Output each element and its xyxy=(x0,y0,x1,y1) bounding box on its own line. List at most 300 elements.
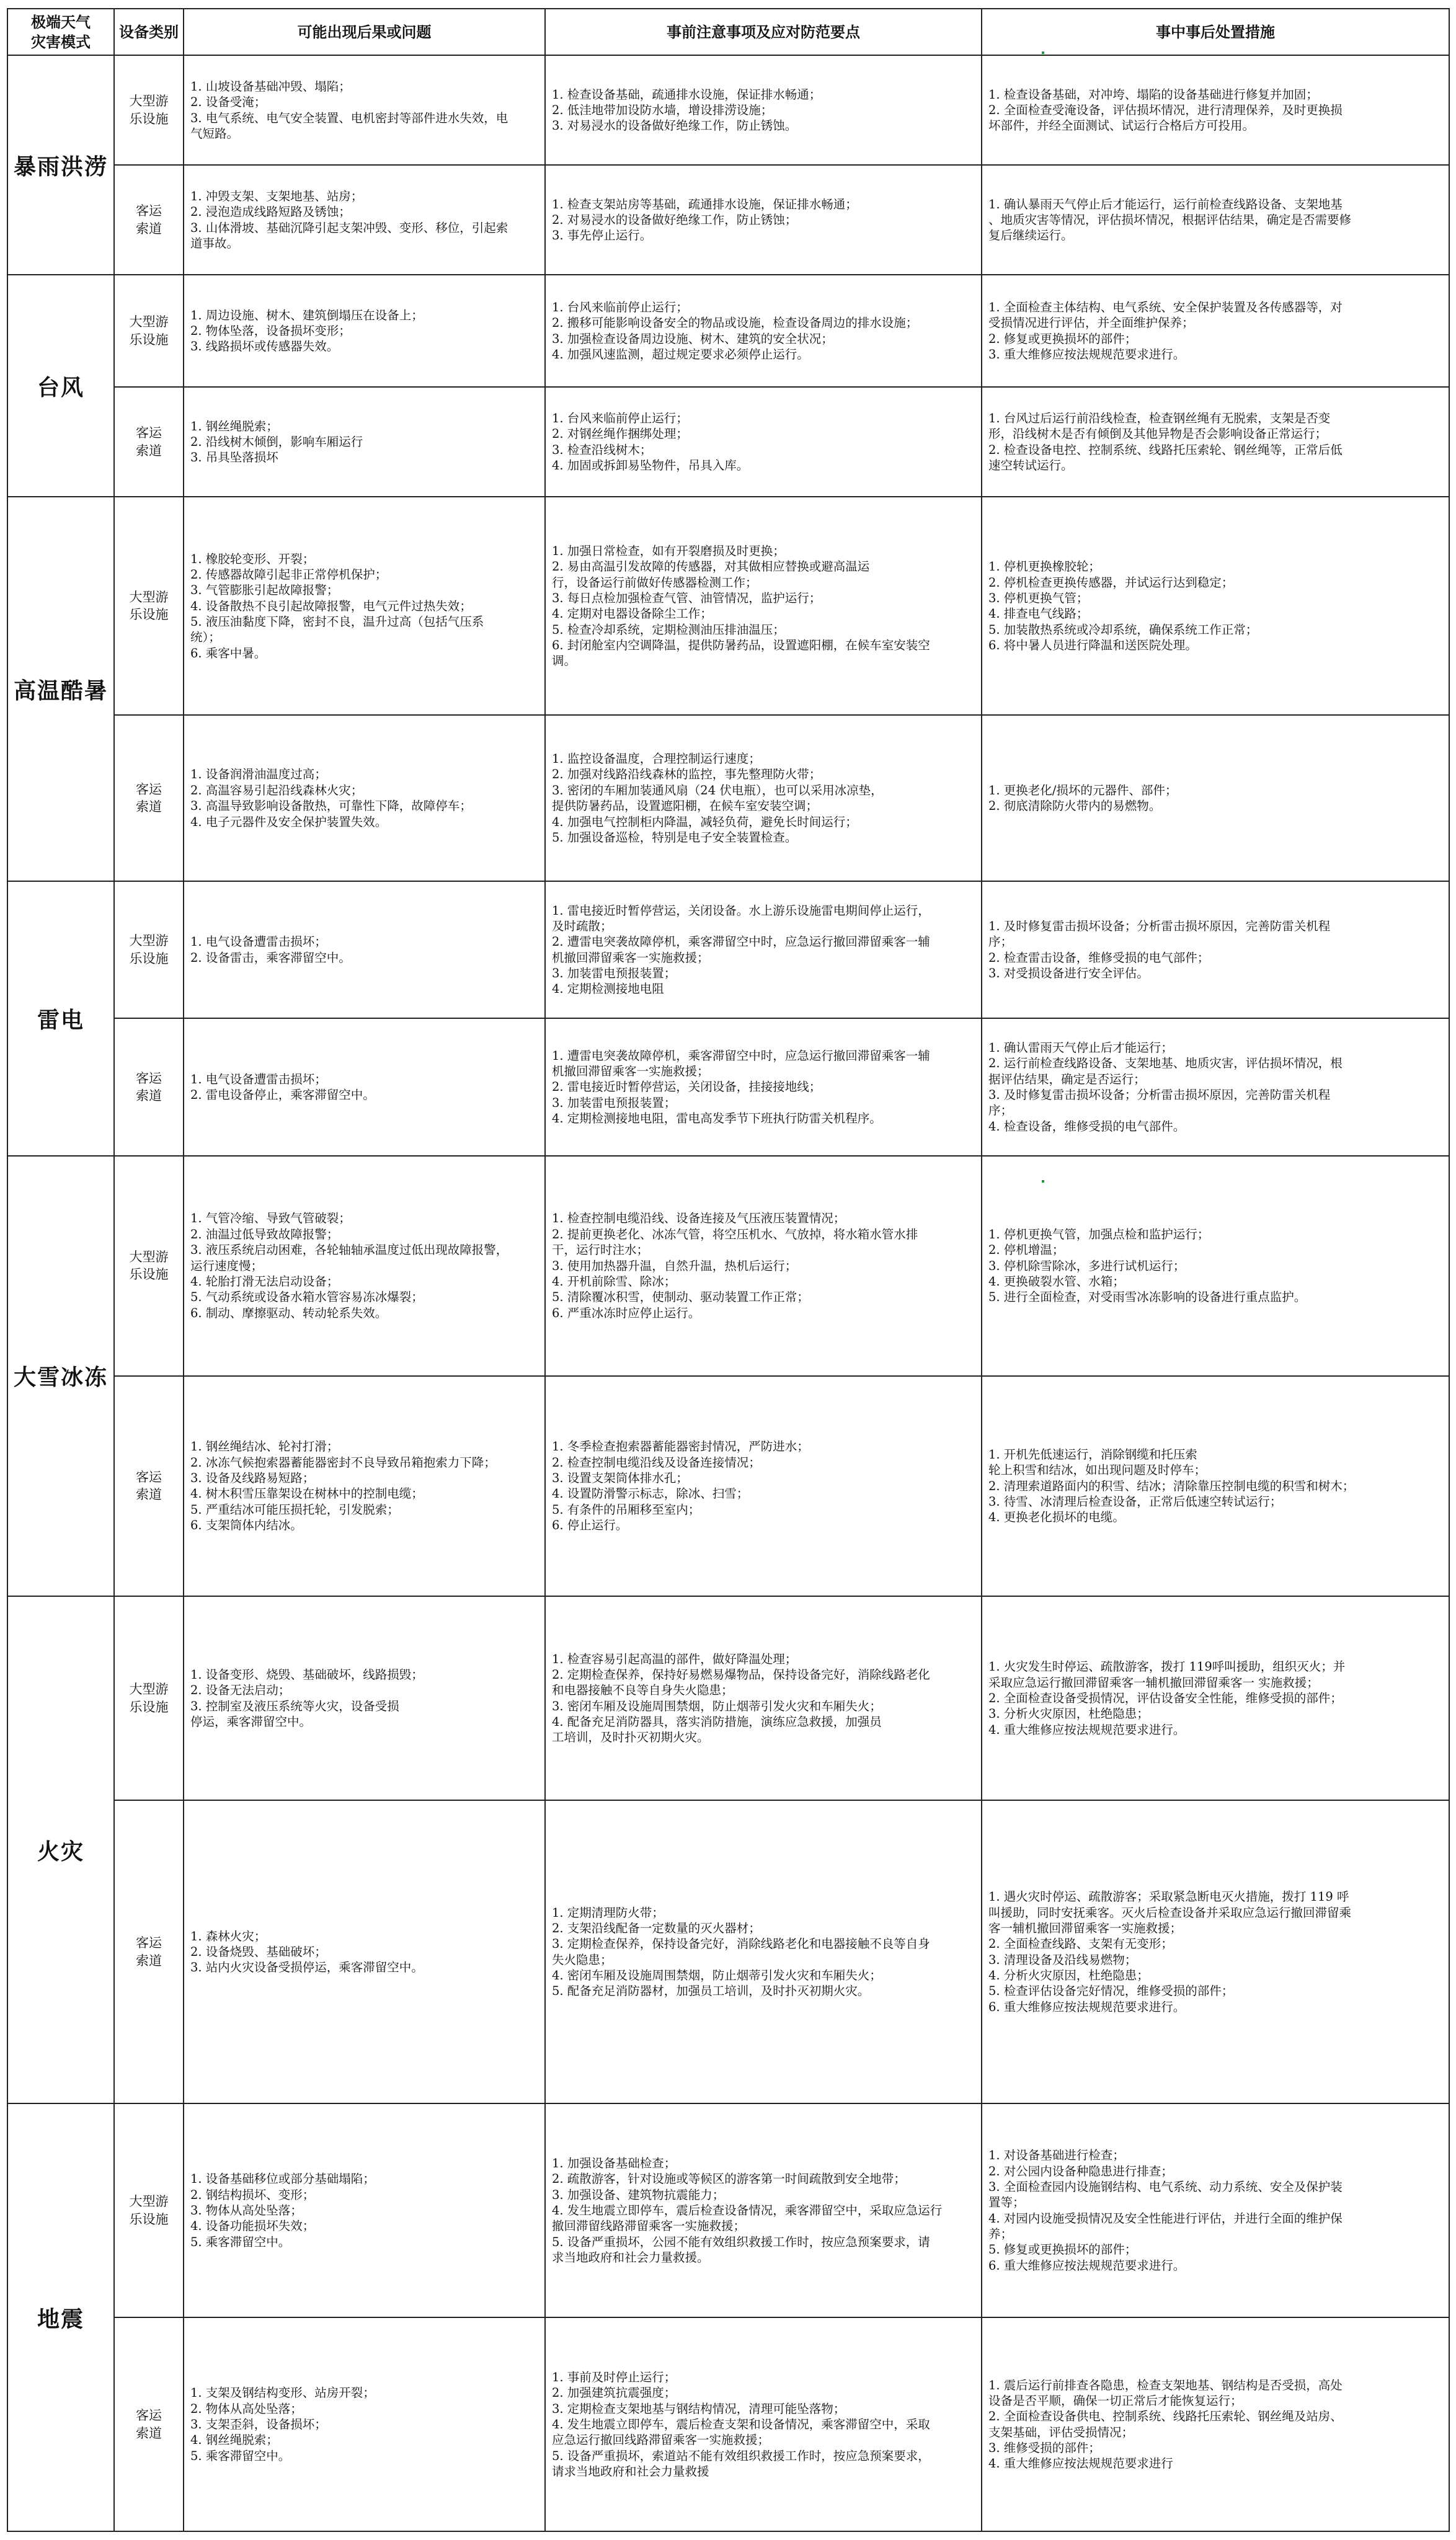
cell-text-line: 道事故。 xyxy=(190,236,239,251)
table-body xyxy=(7,55,1449,2531)
cell-text-line: 气短路。 xyxy=(190,126,239,141)
cell-text-line: 6. 重大维修应按法规规范要求进行。 xyxy=(988,1999,1186,2014)
cell-text-line: 3. 使用加热器升温，自然升温，热机后运行； xyxy=(552,1258,797,1273)
cell-text-line: 3. 对易浸水的设备做好绝缘工作，防止锈蚀。 xyxy=(552,118,797,133)
cell-text-line: 3. 事先停止运行。 xyxy=(552,228,652,243)
cell-text-line: 3. 吊具坠落损坏 xyxy=(190,450,278,465)
disaster-mode-cell: 雷电 xyxy=(7,881,114,1156)
cell-text-line: 1. 橡胶轮变形、开裂； xyxy=(190,551,315,566)
cell-text-line: 3. 维修受损的部件； xyxy=(988,2440,1101,2455)
cell-text-line: 采取应急运行撤回滞留乘客一辅机撤回滞留乘客一 实施救援； xyxy=(988,1675,1319,1690)
cell-text-line: 2. 冰冻气候抱索器蓄能器密封不良导致吊箱抱索力下降； xyxy=(190,1455,496,1470)
cell-text-line: 机撤回滞留乘客一实施救援； xyxy=(552,1064,709,1078)
response-cell xyxy=(982,55,1449,165)
cell-text-line: 4. 密闭车厢及设施周围禁烟，防止烟蒂引发火灾和车厢失火； xyxy=(552,1968,882,1983)
cell-text-line: 2. 全面检查线路、支架有无变形； xyxy=(988,1937,1173,1952)
cell-text-line: 应急运行撤回线路滞留乘客一实施救援； xyxy=(552,2433,770,2448)
response-cell xyxy=(982,2317,1449,2531)
cell-text-line: 5. 配备充足消防器材，加强员工培训，及时扑灭初期火灾。 xyxy=(552,1984,870,1999)
cell-text-line: 坏部件，并经全面测试、试运行合格后方可投用。 xyxy=(988,118,1255,133)
cell-text-line: 干，运行时注水； xyxy=(552,1243,649,1258)
cell-text-line: 3. 停机更换气管； xyxy=(988,590,1089,605)
cell-text-line: 5. 严重结冰可能压损托轮，引发脱索； xyxy=(190,1502,399,1517)
cell-text-line: 4. 发生地震立即停车，震后检查支架和设备情况，乘客滞留空中，采取 xyxy=(552,2417,930,2431)
equipment-category-text: 客运 索道 xyxy=(136,781,162,815)
table-row xyxy=(7,2103,1449,2317)
disaster-mode-cell: 暴雨洪涝 xyxy=(7,55,114,275)
consequences-cell xyxy=(184,497,545,715)
cell-text-line: 失火隐患； xyxy=(552,1952,613,1967)
cell-text-line: 3. 加装雷电预报装置； xyxy=(552,1095,677,1110)
prevention-cell xyxy=(545,2317,982,2531)
cell-text-line: 1. 雷电接近时暂停营运，关闭设备。水上游乐设施雷电期间停止运行， xyxy=(552,903,930,918)
cell-text-line: 据评估结果，确定是否运行； xyxy=(988,1072,1146,1086)
cell-text-line: 轮上积雪和结冰，如出现问题及时停车； xyxy=(988,1463,1207,1478)
cell-text-line: 形，沿线树木是否有倾倒及其他异物是否会影响设备正常运行； xyxy=(988,427,1328,442)
cell-text-line: 3. 加装雷电预报装置； xyxy=(552,966,677,980)
consequences-cell xyxy=(184,275,545,387)
cell-text-line: 4. 定期检测接地电阻，雷电高发季节下班执行防雷关机程序。 xyxy=(552,1111,882,1126)
cell-text-line: 1. 检查支架站房等基础，疏通排水设施，保证排水畅通； xyxy=(552,197,858,211)
consequences-cell xyxy=(184,1596,545,1800)
cell-text-line: 2. 疏散游客，针对设施或等候区的游客第一时间疏散到安全地带； xyxy=(552,2172,906,2187)
cell-text-line: 养； xyxy=(988,2226,1013,2241)
cell-text-line: 撤回滞留线路滞留乘客一实施救援； xyxy=(552,2219,746,2234)
cell-text-line: 6. 重大维修应按法规规范要求进行。 xyxy=(988,2258,1186,2273)
cell-text-line: 客一辅机撤回滞留乘客一实施救援； xyxy=(988,1921,1183,1936)
table-row xyxy=(7,1800,1449,2103)
cell-text-line: 6. 制动、摩擦驱动、转动轮系失效。 xyxy=(190,1305,388,1320)
cell-text-line: 3. 物体从高处坠落； xyxy=(190,2203,303,2218)
consequences-cell xyxy=(184,55,545,165)
equipment-category-cell xyxy=(114,2103,184,2317)
cell-text-line: 请求当地政府和社会力量救援 xyxy=(552,2464,709,2479)
cell-text-line: 2. 易由高温引发故障的传感器，对其做相应替换或避高温运 xyxy=(552,559,870,574)
prevention-cell xyxy=(545,1800,982,2103)
cell-text-line: 序； xyxy=(988,935,1013,949)
equipment-category-text: 客运 索道 xyxy=(136,425,162,458)
cell-text-line: 6. 封闭舱室内空调降温，提供防暑药品，设置遮阳棚，在候车室安装空 xyxy=(552,638,930,653)
equipment-category-text: 大型游 乐设施 xyxy=(129,589,169,623)
consequences-cell xyxy=(184,1156,545,1376)
cell-text-line: 3. 对受损设备进行安全评估。 xyxy=(988,966,1149,980)
cell-text-line: 调。 xyxy=(552,654,577,668)
equipment-category-text: 大型游 乐设施 xyxy=(129,933,169,966)
consequences-cell xyxy=(184,2103,545,2317)
header-consequences: 可能出现后果或问题 xyxy=(184,9,545,55)
cell-text-line: 2. 雷电接近时暂停营运，关闭设备，挂接接地线； xyxy=(552,1080,822,1095)
response-cell xyxy=(982,275,1449,387)
cell-text-line: 6. 支架筒体内结冰。 xyxy=(190,1518,303,1532)
cell-text-line: 1. 山坡设备基础冲毁、塌陷； xyxy=(190,79,351,94)
equipment-category-cell xyxy=(114,1156,184,1376)
cell-text-line: 3. 及时修复雷击损坏设备；分析雷击损坏原因，完善防雷关机程 xyxy=(988,1087,1331,1102)
cell-text-line: 1. 停机更换橡胶轮； xyxy=(988,559,1101,574)
cell-text-line: 2. 停机增温； xyxy=(988,1243,1065,1258)
cell-text-line: 3. 电气系统、电气安全装置、电机密封等部件进水失效，电 xyxy=(190,110,508,125)
cell-text-line: 3. 气管膨胀引起故障报警； xyxy=(190,583,339,598)
cell-text-line: 1. 冬季检查抱索器蓄能器密封情况，严防进水； xyxy=(552,1439,809,1454)
cell-text-line: 2. 传感器故障引起非正常停机保护； xyxy=(190,567,388,582)
prevention-cell xyxy=(545,497,982,715)
cell-text-line: 1. 遇火灾时停运、疏散游客；采取紧急断电灭火措施，拨打 119 呼 xyxy=(988,1889,1349,1904)
cell-text-line: 4. 更换老化损坏的电缆。 xyxy=(988,1510,1125,1525)
cell-text-line: 置等； xyxy=(988,2195,1025,2210)
prevention-cell xyxy=(545,387,982,497)
equipment-category-cell xyxy=(114,1800,184,2103)
cell-text-line: 1. 气管冷缩、导致气管破裂； xyxy=(190,1211,351,1226)
cell-text-line: 6. 将中暑人员进行降温和送医院处理。 xyxy=(988,638,1197,653)
equipment-category-text: 客运 索道 xyxy=(136,1469,162,1503)
cell-text-line: 1. 钢丝绳结冰、轮衬打滑； xyxy=(190,1439,339,1454)
cell-text-line: 1. 电气设备遭雷击损坏； xyxy=(190,1072,327,1086)
cell-text-line: 5. 乘客滞留空中。 xyxy=(190,2448,291,2463)
cell-text-line: 速空转试运行。 xyxy=(988,458,1073,473)
equipment-category-text: 客运 索道 xyxy=(136,2408,162,2441)
cell-text-line: 2. 沿线树木倾倒，影响车厢运行 xyxy=(190,435,363,450)
cell-text-line: 3. 重大维修应按法规规范要求进行。 xyxy=(988,347,1186,362)
cell-text-line: 1. 对设备基础进行检查； xyxy=(988,2148,1125,2163)
table-row xyxy=(7,55,1449,165)
cell-text-line: 及时疏散； xyxy=(552,918,613,933)
cell-text-line: 2. 物体从高处坠落； xyxy=(190,2401,303,2416)
equipment-category-cell xyxy=(114,55,184,165)
cell-text-line: 2. 全面检查设备供电、控制系统、线路托压索轮、钢丝绳及站房、 xyxy=(988,2409,1343,2424)
cell-text-line: 2. 定期检查保养，保持好易燃易爆物品，保持设备完好，消除线路老化 xyxy=(552,1667,930,1682)
cell-text-line: 受损情况进行评估，并全面维护保养； xyxy=(988,316,1194,331)
cell-text-line: 2. 检查控制电缆沿线及设备连接情况； xyxy=(552,1455,761,1470)
cell-text-line: 1. 电气设备遭雷击损坏； xyxy=(190,935,327,949)
cell-text-line: 5. 检查评估设备完好情况，维修受损的部件； xyxy=(988,1984,1234,1999)
table-row xyxy=(7,2317,1449,2531)
cell-text-line: 1. 确认雷雨天气停止后才能运行； xyxy=(988,1040,1173,1055)
cell-text-line: 3. 每日点检加强检查气管、油管情况，监护运行； xyxy=(552,590,822,605)
cell-text-line: 4. 检查设备，维修受损的电气部件。 xyxy=(988,1119,1186,1134)
disaster-mode-cell: 台风 xyxy=(7,275,114,497)
cell-text-line: 行，设备运行前做好传感器检测工作； xyxy=(552,575,758,590)
cell-text-line: 2. 低洼地带加设防水墙，增设排涝设施； xyxy=(552,102,773,117)
table-row xyxy=(7,1018,1449,1155)
cell-text-line: 提供防暑药品，设置遮阳棚，在候车室安装空调； xyxy=(552,799,819,814)
equipment-category-cell xyxy=(114,387,184,497)
cell-text-line: 和电器接触不良等自身失火隐患； xyxy=(552,1683,734,1698)
consequences-cell xyxy=(184,2317,545,2531)
cell-text-line: 3. 液压系统启动困难，各轮轴轴承温度过低出现故障报警， xyxy=(190,1243,508,1258)
cell-text-line: 1. 事前及时停止运行； xyxy=(552,2369,677,2384)
disaster-mode-cell: 火灾 xyxy=(7,1596,114,2103)
equipment-category-text: 大型游 乐设施 xyxy=(129,94,169,127)
table-header-row xyxy=(7,9,1449,55)
equipment-category-cell xyxy=(114,165,184,275)
response-cell xyxy=(982,1800,1449,2103)
cell-text-line: 求当地政府和社会力量救援。 xyxy=(552,2250,709,2265)
cell-text-line: 1. 检查设备基础，疏通排水设施，保证排水畅通； xyxy=(552,87,822,102)
table-row xyxy=(7,275,1449,387)
response-cell xyxy=(982,1596,1449,1800)
equipment-category-cell xyxy=(114,497,184,715)
cell-text-line: 5. 设备严重损坏，公园不能有效组织救援工作时，按应急预案要求，请 xyxy=(552,2234,930,2249)
cell-text-line: 1. 全面检查主体结构、电气系统、安全保护装置及各传感器等，对 xyxy=(988,300,1343,314)
equipment-category-text: 客运 索道 xyxy=(136,203,162,236)
consequences-cell xyxy=(184,1018,545,1155)
cell-text-line: 2. 遭雷电突袭故障停机，乘客滞留空中时，应急运行撤回滞留乘客一辅 xyxy=(552,935,930,949)
cell-text-line: 1. 遭雷电突袭故障停机，乘客滞留空中时，应急运行撤回滞留乘客一辅 xyxy=(552,1048,930,1063)
cell-text-line: 1. 台风来临前停止运行； xyxy=(552,300,688,314)
consequences-cell xyxy=(184,1376,545,1596)
equipment-category-text: 大型游 乐设施 xyxy=(129,2194,169,2227)
consequences-cell xyxy=(184,715,545,881)
cell-text-line: 1. 设备变形、烧毁、基础破坏，线路损毁； xyxy=(190,1667,424,1682)
cell-text-line: 4. 重大维修应按法规规范要求进行。 xyxy=(988,1722,1186,1737)
header-prevention: 事前注意事项及应对防范要点 xyxy=(545,9,982,55)
cell-text-line: 复后继续运行。 xyxy=(988,228,1073,243)
cell-text-line: 2. 设备无法启动； xyxy=(190,1683,291,1698)
equipment-category-text: 客运 索道 xyxy=(136,1935,162,1968)
cell-text-line: 2. 设备受淹； xyxy=(190,95,267,110)
cell-text-line: 3. 线路损坏或传感器失效。 xyxy=(190,339,339,354)
cell-text-line: 3. 分析火灾原因，杜绝隐患； xyxy=(988,1707,1149,1721)
cell-text-line: 2. 高温容易引起沿线森林火灾； xyxy=(190,783,363,797)
cell-text-line: 2. 浸泡造成线路短路及锈蚀； xyxy=(190,205,351,220)
cell-text-line: 1. 钢丝绳脱索； xyxy=(190,419,278,433)
header-col1-text: 极端天气 灾害模式 xyxy=(31,13,91,51)
cell-text-line: 3. 山体滑坡、基础沉降引起支架冲毁、变形、移位，引起索 xyxy=(190,220,508,235)
cell-text-line: 1. 停机更换气管，加强点检和监护运行； xyxy=(988,1227,1210,1241)
cell-text-line: 2. 设备烧毁、基础破坏； xyxy=(190,1945,327,1960)
cell-text-line: 2. 对钢丝绳作捆绑处理； xyxy=(552,427,688,442)
cell-text-line: 1. 加强设备基础检查； xyxy=(552,2156,677,2170)
cell-text-line: 2. 钢结构损坏、变形； xyxy=(190,2187,315,2202)
cell-text-line: 1. 设备基础移位或部分基础塌陷； xyxy=(190,2172,375,2187)
cell-text-line: 3. 定期检查保养，保持设备完好，消除线路老化和电器接触不良等自身 xyxy=(552,1937,930,1952)
cell-text-line: 1. 冲毁支架、支架地基、站房； xyxy=(190,189,363,203)
response-cell xyxy=(982,497,1449,715)
prevention-cell xyxy=(545,715,982,881)
cell-text-line: 4. 加固或拆卸易坠物件，吊具入库。 xyxy=(552,458,749,473)
cell-text-line: 5. 清除覆冰积雪，使制动、驱动装置工作正常； xyxy=(552,1290,809,1305)
cell-text-line: 叫援助，同时安抚乘客。灭火后检查设备并采取应急运行撤回滞留乘 xyxy=(988,1905,1352,1920)
cell-text-line: 4. 设备功能损坏失效； xyxy=(190,2219,315,2234)
cell-text-line: 1. 加强日常检查，如有开裂磨损及时更换； xyxy=(552,543,785,558)
cell-text-line: 2. 油温过低导致故障报警； xyxy=(190,1227,339,1241)
equipment-category-text: 客运 索道 xyxy=(136,1070,162,1103)
cell-text-line: 4. 分析火灾原因，杜绝隐患； xyxy=(988,1968,1149,1983)
cell-text-line: 3. 加强检查设备周边设施、树木、建筑的安全状况； xyxy=(552,331,833,346)
cell-text-line: 2. 彻底清除防火带内的易燃物。 xyxy=(988,799,1161,814)
cell-text-line: 2. 搬移可能影响设备安全的物品或设施，检查设备周边的排水设施； xyxy=(552,316,918,331)
cell-text-line: 4. 开机前除雪、除冰； xyxy=(552,1274,677,1289)
cell-text-line: 3. 控制室及液压系统等火灾，设备受损 xyxy=(190,1699,399,1713)
cell-text-line: 5. 加强设备巡检，特别是电子安全装置检查。 xyxy=(552,830,797,845)
cell-text-line: 5. 气动系统或设备水箱水管容易冻冰爆裂； xyxy=(190,1290,424,1305)
cell-text-line: 5. 修复或更换损坏的部件； xyxy=(988,2242,1137,2257)
cell-text-line: 3. 站内火灾设备受损停运，乘客滞留空中。 xyxy=(190,1960,424,1975)
cell-text-line: 2. 物体坠落，设备损坏变形； xyxy=(190,324,351,338)
cell-text-line: 4. 设备散热不良引起故障报警，电气元件过热失效； xyxy=(190,598,472,613)
prevention-cell xyxy=(545,1376,982,1596)
header-response: 事中事后处置措施 xyxy=(982,9,1449,55)
cell-text-line: 3. 设置支架筒体排水孔； xyxy=(552,1470,688,1485)
cell-text-line: 设备是否平顺，确保一切正常后才能恢复运行； xyxy=(988,2393,1243,2408)
equipment-category-text: 大型游 乐设施 xyxy=(129,314,169,347)
equipment-category-cell xyxy=(114,275,184,387)
prevention-cell xyxy=(545,2103,982,2317)
equipment-category-cell xyxy=(114,1596,184,1800)
cell-text-line: 2. 运行前检查线路设备、支架地基、地质灾害，评估损坏情况，根 xyxy=(988,1056,1343,1071)
cell-text-line: 2. 检查雷击设备，维修受损的电气部件； xyxy=(988,950,1210,965)
response-cell xyxy=(982,165,1449,275)
cell-text-line: 1. 监控设备温度，合理控制运行速度； xyxy=(552,752,761,766)
consequences-cell xyxy=(184,387,545,497)
disaster-mode-cell: 地震 xyxy=(7,2103,114,2531)
cell-text-line: 6. 停止运行。 xyxy=(552,1518,628,1532)
prevention-cell xyxy=(545,165,982,275)
cell-text-line: 2. 对公园内设备种隐患进行排查； xyxy=(988,2164,1173,2178)
prevention-cell xyxy=(545,55,982,165)
cell-text-line: 3. 清理设备及沿线易燃物； xyxy=(988,1952,1137,1967)
response-cell xyxy=(982,387,1449,497)
cell-text-line: 3. 停机除雪除冰，多进行试机运行； xyxy=(988,1258,1186,1273)
cell-text-line: 3. 支架歪斜，设备损坏； xyxy=(190,2417,327,2431)
response-cell xyxy=(982,1156,1449,1376)
cell-text-line: 4. 定期对电器设备除尘工作； xyxy=(552,606,712,621)
table-row xyxy=(7,715,1449,881)
table-row xyxy=(7,497,1449,715)
cell-text-line: 3. 待雪、冰清理后检查设备，正常后低速空转试运行； xyxy=(988,1494,1282,1509)
cell-text-line: 2. 加强建筑抗震强度； xyxy=(552,2386,677,2400)
cell-text-line: 停运，乘客滞留空中。 xyxy=(190,1714,312,1729)
cell-text-line: 1. 周边设施、树木、建筑倒塌压在设备上； xyxy=(190,308,424,322)
equipment-category-text: 大型游 乐设施 xyxy=(129,1249,169,1282)
prevention-cell xyxy=(545,1156,982,1376)
header-disaster-mode xyxy=(7,9,114,55)
cell-marker xyxy=(1042,51,1044,54)
cell-text-line: 运行速度慢； xyxy=(190,1258,264,1273)
cell-text-line: 1. 更换老化/损坏的元器件、部件； xyxy=(988,783,1178,797)
cell-text-line: 2. 停机检查更换传感器，并试运行达到稳定； xyxy=(988,575,1234,590)
cell-text-line: 5. 设备严重损坏，索道站不能有效组织救援工作时，按应急预案要求， xyxy=(552,2448,930,2463)
cell-text-line: 3. 设备及线路易短路； xyxy=(190,1470,315,1485)
cell-text-line: 4. 重大维修应按法规规范要求进行 xyxy=(988,2456,1173,2471)
cell-text-line: 1. 检查容易引起高温的部件，做好降温处理； xyxy=(552,1651,797,1666)
cell-text-line: 4. 轮胎打滑无法启动设备； xyxy=(190,1274,339,1289)
cell-text-line: 1. 设备润滑油温度过高； xyxy=(190,767,327,782)
cell-text-line: 4. 电子元器件及安全保护装置失效。 xyxy=(190,814,388,829)
equipment-category-cell xyxy=(114,2317,184,2531)
cell-text-line: 3. 密闭的车厢加装通风扇（24 伏电瓶），也可以采用冰凉垫， xyxy=(552,783,883,797)
cell-text-line: 1. 震后运行前排查各隐患，检查支架地基、钢结构是否受损，高处 xyxy=(988,2378,1343,2392)
equipment-category-cell xyxy=(114,715,184,881)
header-equipment-category: 设备类别 xyxy=(114,9,184,55)
equipment-category-cell xyxy=(114,1376,184,1596)
equipment-category-cell xyxy=(114,1018,184,1155)
cell-text-line: 2. 清理索道路面内的积雪、结冰；清除靠压控制电缆的积雪和树木； xyxy=(988,1478,1355,1493)
cell-text-line: 2. 修复或更换损坏的部件； xyxy=(988,331,1137,346)
cell-text-line: 4. 配备充足消防器具，落实消防措施，演练应急救援，加强员 xyxy=(552,1714,882,1729)
cell-text-line: 1. 开机先低速运行，消除钢缆和托压索 xyxy=(988,1447,1197,1462)
prevention-cell xyxy=(545,1018,982,1155)
prevention-cell xyxy=(545,1596,982,1800)
cell-text-line: 1. 森林火灾； xyxy=(190,1929,267,1943)
cell-text-line: 3. 检查沿线树木； xyxy=(552,442,652,457)
cell-text-line: 4. 加强风速监测，超过规定要求必须停止运行。 xyxy=(552,347,809,362)
cell-text-line: 4. 设置防滑警示标志，除冰、扫雪； xyxy=(552,1486,749,1501)
cell-text-line: 1. 检查控制电缆沿线、设备连接及气压液压装置情况； xyxy=(552,1211,846,1226)
equipment-category-text: 大型游 乐设施 xyxy=(129,1682,169,1715)
cell-text-line: 工培训，及时扑灭初期火灾。 xyxy=(552,1730,709,1745)
cell-text-line: 6. 严重冰冻时应停止运行。 xyxy=(552,1305,701,1320)
equipment-category-cell xyxy=(114,881,184,1018)
cell-text-line: 5. 检查冷却系统，定期检测油压排油温压； xyxy=(552,622,785,637)
cell-text-line: 2. 设备雷击，乘客滞留空中。 xyxy=(190,950,351,965)
cell-text-line: 4. 定期检测接地电阻 xyxy=(552,982,664,997)
cell-text-line: 统）； xyxy=(190,630,221,645)
cell-text-line: 2. 支架沿线配备一定数量的灭火器材； xyxy=(552,1921,761,1936)
cell-text-line: 5. 液压油黏度下降，密封不良，温升过高（包括气压系 xyxy=(190,615,484,629)
table-row xyxy=(7,1596,1449,1800)
cell-text-line: 2. 雷电设备停止，乘客滞留空中。 xyxy=(190,1087,375,1102)
cell-text-line: 支架基础，评估受损情况； xyxy=(988,2425,1134,2440)
response-cell xyxy=(982,881,1449,1018)
cell-text-line: 序； xyxy=(988,1103,1013,1118)
prevention-cell xyxy=(545,881,982,1018)
response-cell xyxy=(982,1376,1449,1596)
cell-text-line: 3. 加强设备、建筑物抗震能力； xyxy=(552,2187,725,2202)
cell-text-line: 1. 及时修复雷击损坏设备；分析雷击损坏原因，完善防雷关机程 xyxy=(988,918,1331,933)
cell-text-line: 1. 检查设备基础，对冲垮、塌陷的设备基础进行修复并加固； xyxy=(988,87,1318,102)
cell-text-line: 5. 有条件的吊厢移至室内； xyxy=(552,1502,701,1517)
consequences-cell xyxy=(184,1800,545,2103)
cell-text-line: 4. 加强电气控制柜内降温，减轻负荷，避免长时间运行； xyxy=(552,814,858,829)
cell-text-line: 4. 发生地震立即停车，震后检查设备情况，乘客滞留空中，采取应急运行 xyxy=(552,2203,943,2218)
cell-text-line: 2. 全面检查受淹设备，评估损坏情况，进行清理保养，及时更换损 xyxy=(988,102,1343,117)
table-row xyxy=(7,165,1449,275)
cell-text-line: 1. 台风来临前停止运行； xyxy=(552,411,688,426)
cell-text-line: 4. 树木积雪压靠架设在树林中的控制电缆； xyxy=(190,1486,424,1501)
cell-text-line: 2. 加强对线路沿线森林的监控，事先整理防火带； xyxy=(552,767,822,782)
cell-text-line: 3. 全面检查园内设施钢结构、电气系统、动力系统、安全及保护装 xyxy=(988,2179,1343,2194)
cell-text-line: 2. 提前更换老化、冰冻气管，将空压机水、气放掉，将水箱水管水排 xyxy=(552,1227,918,1241)
cell-text-line: 3. 高温导致影响设备散热，可靠性下降，故障停车； xyxy=(190,799,472,814)
consequences-cell xyxy=(184,881,545,1018)
table-row xyxy=(7,1376,1449,1596)
cell-text-line: 1. 支架及钢结构变形、站房开裂； xyxy=(190,2386,375,2400)
cell-text-line: 1. 台风过后运行前沿线检查，检查钢丝绳有无脱索，支架是否变 xyxy=(988,411,1331,426)
table-row xyxy=(7,1156,1449,1376)
cell-text-line: 1. 火灾发生时停运、疏散游客，拨打 119呼叫援助，组织灭火；并 xyxy=(988,1659,1346,1674)
cell-marker xyxy=(1042,1180,1044,1183)
cell-text-line: 5. 进行全面检查，对受雨雪冰冻影响的设备进行重点监护。 xyxy=(988,1290,1307,1305)
cell-text-line: 2. 对易浸水的设备做好绝缘工作，防止锈蚀； xyxy=(552,212,797,227)
cell-text-line: 5. 乘客滞留空中。 xyxy=(190,2234,291,2249)
cell-text-line: 机撤回滞留乘客一实施救援； xyxy=(552,950,709,965)
response-cell xyxy=(982,715,1449,881)
disaster-mode-cell: 高温酷暑 xyxy=(7,497,114,881)
cell-text-line: 2. 检查设备电控、控制系统、线路托压索轮、钢丝绳等，正常后低 xyxy=(988,442,1343,457)
response-cell xyxy=(982,1018,1449,1155)
table-row xyxy=(7,387,1449,497)
response-cell xyxy=(982,2103,1449,2317)
cell-text-line: 3. 密闭车厢及设施周围禁烟，防止烟蒂引发火灾和车厢失火； xyxy=(552,1699,882,1713)
disaster-mode-cell: 大雪冰冻 xyxy=(7,1156,114,1596)
cell-text-line: 1. 定期清理防火带； xyxy=(552,1905,664,1920)
consequences-cell xyxy=(184,165,545,275)
cell-text-line: 6. 乘客中暑。 xyxy=(190,646,267,660)
extreme-weather-table xyxy=(7,8,1450,2532)
cell-text-line: 2. 全面检查设备受损情况，评估设备安全性能，维修受损的部件； xyxy=(988,1690,1343,1705)
cell-text-line: 4. 更换破裂水管、水箱； xyxy=(988,1274,1125,1289)
cell-text-line: 4. 排查电气线路； xyxy=(988,606,1089,621)
